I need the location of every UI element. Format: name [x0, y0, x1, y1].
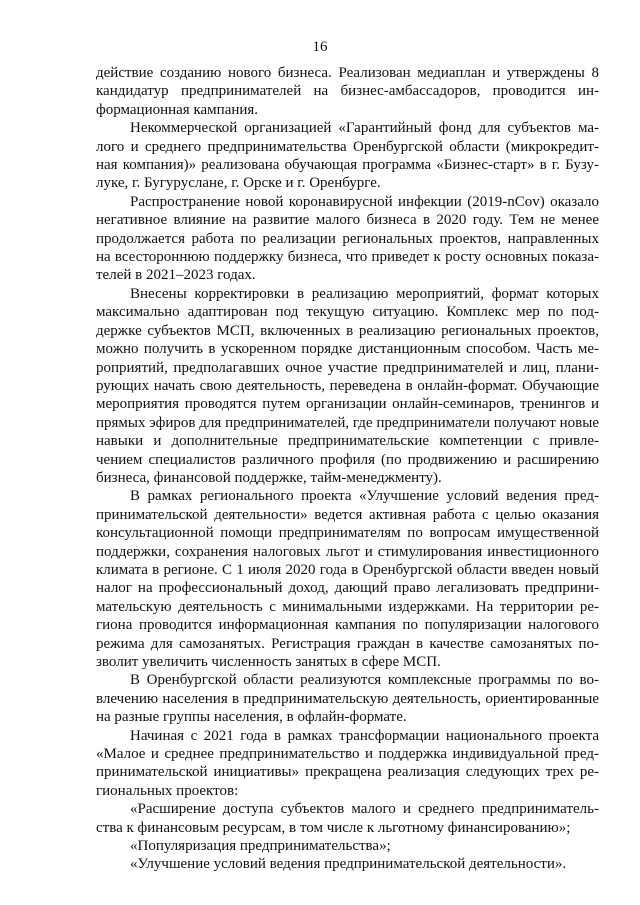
list-item: «Расширение доступа субъектов малого и среднего предпринимательства к финансовым ресурсам, в том числе к льготному финансированию»; — [96, 801, 599, 836]
project-list — [96, 800, 599, 874]
paragraph: В рамках регионального проекта «Улучшение условий ведения предпринимательской деятельности» ведется активная работа с целью оказания консультационной помощи предпринимателям по вопросам имущественной поддержки, сохранения налоговых льгот и стимулирования инвестиционного климата в регионе. С 1 июля 2020 года в Оренбургской области введен новый налог на профессиональный доход, дающий право легализовать предпринимательскую деятельность с минимальными издержками. На территории региона проводится информационная кампания по популяризации налогового режима для самозанятых. Регистрация граждан в качестве самозанятых позволит увеличить численность занятых в сфере МСП. — [96, 488, 599, 670]
list-item: «Улучшение условий ведения предпринимательской деятельности». — [130, 856, 567, 873]
paragraph: Распространение новой коронавирусной инфекции (2019-nCov) оказало негативное влияние на развитие малого бизнеса в 2020 году. Тем не менее продолжается работа по реализации региональных проектов, направленных на всестороннюю поддержку бизнеса, что приведет к росту основных показателей в 2021–2023 годах. — [96, 193, 599, 284]
paragraph: Начиная с 2021 года в рамках трансформации национального проекта «Малое и среднее предпринимательство и поддержка индивидуальной предпринимательской инициативы» прекращена реализация следующих трех региональных проектов: — [96, 727, 599, 799]
paragraph: действие созданию нового бизнеса. Реализован медиаплан и утверждены 8 кандидатур предпринимателей на бизнес-амбассадоров, проводится информационная кампания. — [96, 65, 599, 118]
page-number: 16 — [312, 39, 328, 55]
paragraph: Внесены корректировки в реализацию мероприятий, формат которых максимально адаптирован под текущую ситуацию. Комплекс мер по поддержке субъектов МСП, включенных в реализацию региональных проектов, можно получить в ускоренном порядке дистанционным способом. Часть мероприятий, предполагавших очное участие предпринимателей и лиц, планирующих начать свою деятельность, переведена в онлайн-формат. Обучающие мероприятия проводятся путем организации онлайн-семинаров, тренингов и прямых эфиров для предпринимателей, где предприниматели получают новые навыки и дополнительные предпринимательские компетенции с привлечением специалистов различного профиля (по продвижению и расширению бизнеса, финансовой поддержке, тайм-менеджменту). — [96, 285, 599, 486]
paragraph: Некоммерческой организацией «Гарантийный фонд для субъектов малого и среднего предпринимательства Оренбургской области (микрокредитная компания)» реализована обучающая программа «Бизнес-старт» в г. Бузулуке, г. Бугуруслане, г. Орске и г. Оренбурге. — [96, 120, 599, 192]
document-body — [96, 64, 599, 874]
list-item: «Популяризация предпринимательства»; — [130, 838, 391, 855]
paragraph: В Оренбургской области реализуются комплексные программы по вовлечению населения в предпринимательскую деятельность, ориентированные на разные группы населения, в офлайн-формате. — [96, 672, 599, 726]
